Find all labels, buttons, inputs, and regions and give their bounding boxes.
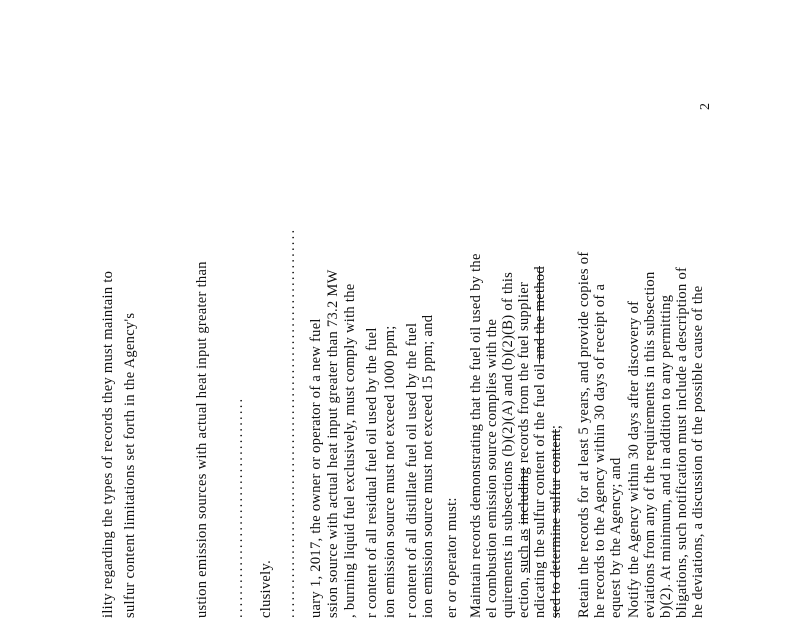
text-line xyxy=(308,318,324,618)
text-line xyxy=(516,282,532,618)
text-segment: ection, xyxy=(516,572,532,618)
text-line xyxy=(532,266,548,618)
text-line xyxy=(194,261,210,618)
text-segment: quirements in subsections (b)(2)(A) and (b)(2)(B) of this xyxy=(500,271,516,618)
rotated-document-text xyxy=(90,0,713,618)
text-line xyxy=(258,560,274,618)
text-segment: ssion source with actual heat input greater than 73.2 MW xyxy=(325,269,341,618)
text-line xyxy=(122,313,138,618)
dotted-leader xyxy=(230,397,246,618)
text-segment: er or operator must: xyxy=(444,497,460,618)
text-segment: eviations from any of the requirements in this subsection xyxy=(642,271,658,618)
text-segment: Notify the Agency within 30 days after discovery of xyxy=(626,300,642,618)
text-segment: ion emission source must not exceed 1000 ppm; xyxy=(382,325,398,618)
text-segment: , burning liquid fuel exclusively, must comply with the xyxy=(342,283,358,618)
text-segment: el combustion emission source complies with the xyxy=(484,318,500,618)
text-line xyxy=(100,271,116,618)
text-segment: records from the fuel supplier xyxy=(516,281,532,468)
text-line xyxy=(658,295,674,618)
text-segment: ndicating the sulfur content of the fuel oil xyxy=(532,363,548,618)
text-segment: ility regarding the types of records they must maintain to xyxy=(100,270,116,618)
text-line xyxy=(382,325,398,618)
text-segment: ; xyxy=(548,424,564,430)
text-line xyxy=(404,323,420,618)
text-line xyxy=(674,267,690,618)
text-segment: ...................................... xyxy=(230,396,246,618)
text-segment: ustion emission sources with actual heat input greater than xyxy=(194,261,210,618)
text-segment: Retain the records for at least 5 years, and provide copies of xyxy=(576,251,592,618)
text-segment: sulfur content limitations set forth in the Agency's xyxy=(122,312,138,618)
text-segment: bligations, such notification must include a description of xyxy=(674,266,690,618)
text-line xyxy=(626,301,642,618)
text-segment: ion emission source must not exceed 15 ppm; and xyxy=(420,314,436,618)
text-segment: r content of all residual fuel oil used by the fuel xyxy=(364,327,380,618)
text-line xyxy=(576,252,592,618)
text-segment xyxy=(516,525,532,529)
deleted-text: and the method xyxy=(532,266,548,364)
text-line xyxy=(500,272,516,618)
dotted-leader xyxy=(282,228,298,618)
text-segment: clusively. xyxy=(258,559,274,618)
text-line xyxy=(608,457,624,618)
text-line xyxy=(420,315,436,618)
text-line xyxy=(592,284,608,618)
text-segment: ................................................................... xyxy=(282,227,298,618)
text-segment: b)(2). At minimum, and in addition to any permitting xyxy=(658,294,674,618)
text-line xyxy=(325,269,341,618)
inserted-text: such as xyxy=(516,528,532,573)
deleted-text: including xyxy=(516,467,532,525)
page-number: 2 xyxy=(698,103,713,110)
text-line xyxy=(548,425,564,618)
text-line xyxy=(444,497,460,618)
text-line xyxy=(342,283,358,618)
text-segment: r content of all distillate fuel oil used by the fuel xyxy=(404,322,420,618)
deleted-text: sed to determine sulfur content xyxy=(548,429,564,618)
text-segment: Maintain records demonstrating that the fuel oil used by the xyxy=(468,253,484,618)
text-segment: he deviations, a discussion of the possible cause of the xyxy=(690,285,706,618)
text-segment: equest by the Agency; and xyxy=(608,457,624,618)
text-line xyxy=(484,319,500,618)
text-line xyxy=(364,327,380,618)
text-segment: he records to the Agency within 30 days of receipt of a xyxy=(592,283,608,618)
text-line xyxy=(642,272,658,618)
text-line xyxy=(468,253,484,618)
text-line xyxy=(690,285,706,618)
text-segment: uary 1, 2017, the owner or operator of a new fuel xyxy=(308,318,324,618)
